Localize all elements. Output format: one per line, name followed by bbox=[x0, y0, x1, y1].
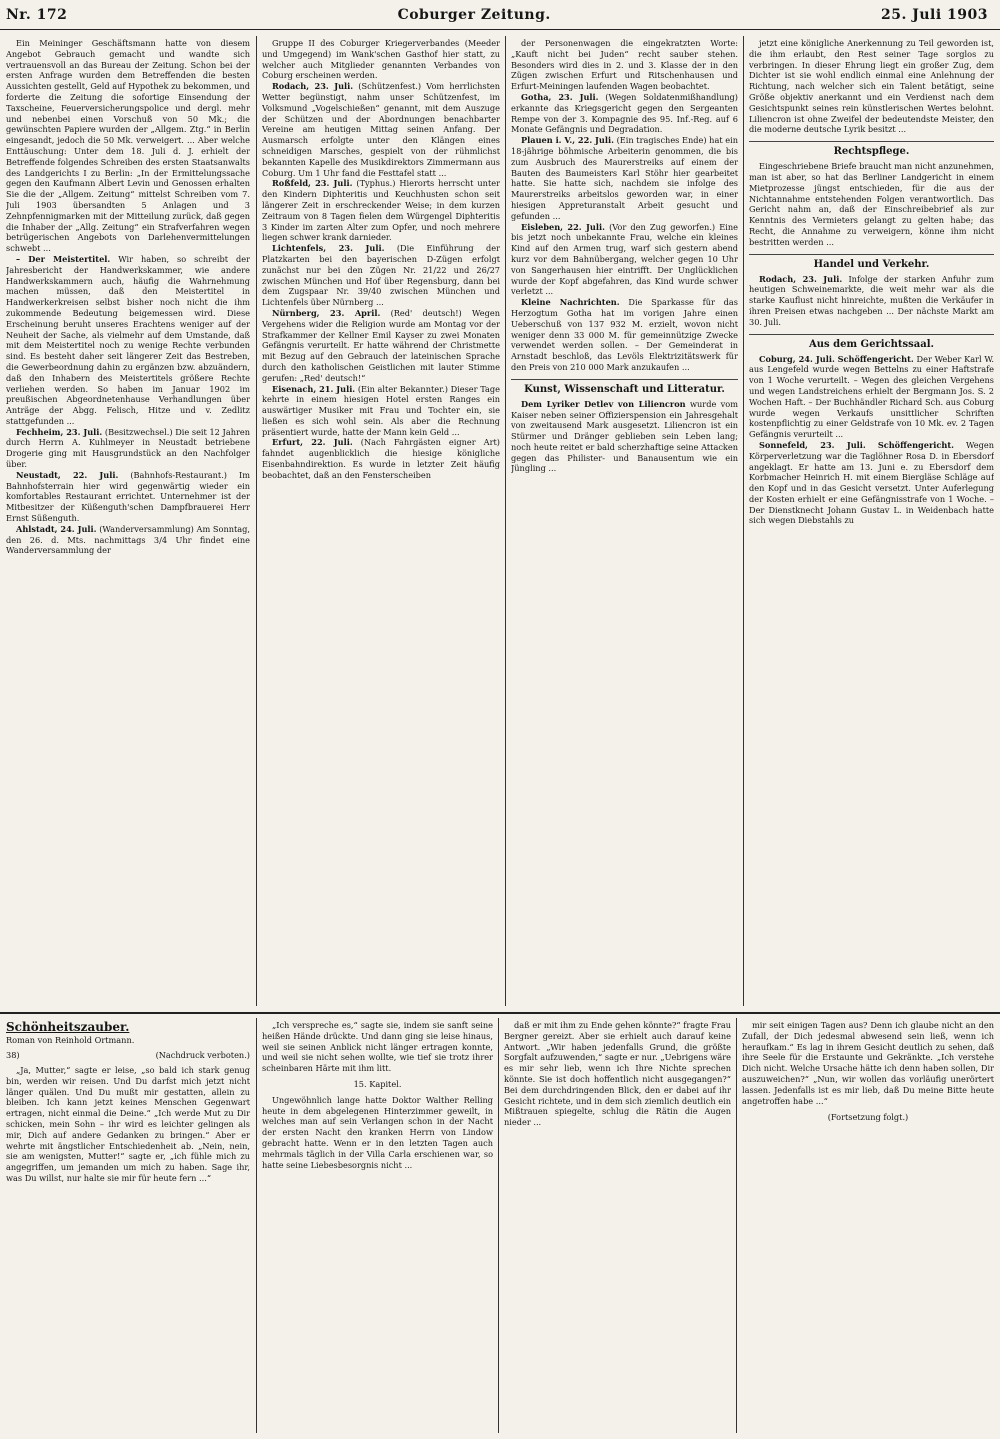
newspaper-title: Coburger Zeitung. bbox=[397, 6, 551, 23]
article-text: (Besitzwechsel.) Die seit 12 Jahren durch Herrn A. Kuhlmeyer in Neustadt betriebene Drogerie ging mit Hausgrundstück an den Nachfolger über. bbox=[6, 426, 250, 470]
column-3 bbox=[511, 38, 738, 1004]
article-text: Die Sparkasse für das Herzogtum Gotha hat im vorigen Jahre einen Ueberschuß von 137 932 M. erzielt, wovon nicht weniger denn 33 000 M. für gemeinnützige Zwecke verwendet werden sollen. – Der Gemeinderat in Arnstadt beschloß, das Levöls Elektrizitätswerk für den Preis von 210 000 Mark anzukaufen ... bbox=[511, 297, 738, 372]
article-text: (Bahnhofs-Restaurant.) Im Bahnhofsterrain hier wird gegenwärtig wieder ein komfortables Restaurant errichtet. Unternehmer ist der Mitbesitzer der Küßenguth'schen Dampfbrauerei Herr Ernst Süßenguth. bbox=[6, 469, 250, 524]
serial-text: Ungewöhnlich lange hatte Doktor Walther Relling heute in dem abgelegenen Hinterzimmer geweilt, in welches man auf sein Verlangen schon in der Nacht der ersten Nacht den kranken Herrn von Lindow gebracht hatte. Wenn er in den letzten Tagen auch mehrmals täglich in der Villa Carla erschienen war, so hatte seine Liebesbesorgnis nicht ... bbox=[262, 1094, 493, 1170]
article-title: Rodach, 23. Juli. bbox=[272, 81, 354, 92]
article-text: (Ein alter Bekannter.) Dieser Tage kehrte in einem hiesigen Hotel ersten Ranges ein auswärtiger Musiker mit Frau und Tochter ein, sie ließen es sich wohl sein. Als aber die Rechnung präsentiert wurde, hatte der Mann kein Geld ... bbox=[262, 383, 500, 437]
article-title: Dem Lyriker Detlev von Liliencron bbox=[521, 398, 686, 409]
article-title: Fechheim, 23. Juli. bbox=[16, 426, 103, 437]
article-title: Lichtenfels, 23. Juli. bbox=[272, 243, 385, 254]
article-title: Roßfeld, 23. Juli. bbox=[272, 178, 353, 189]
article-text: jetzt eine königliche Anerkennung zu Teil geworden ist, die ihm erlaubt, den Rest seiner Tage sorglos zu verbringen. In dieser Ehrung liegt ein großer Zug, dem Dichter ist sie wohl endlich einmal eine Anlehnung der Richtung, nach welcher sich ein Talent betätigt, seine Größe objektiv anerkannt und ein Verdienst nach dem Gesichtspunkt seines rein künstlerischen Wertes belohnt. Liliencron ist ohne Zweifel der bedeutendste Meister, den die moderne deutsche Lyrik besitzt ... bbox=[749, 38, 994, 135]
article-title: Ahlstadt, 24. Juli. bbox=[16, 523, 97, 534]
article-text: Der Weber Karl W. aus Lengefeld wurde wegen Bettelns zu einer Haftstrafe von 1 Woche verurteilt. – Wegen des gleichen Vergehens und wegen Landstreichens erhielt der Bergmann Jos. S. 2 Wochen Haft. – Der Buchhändler Richard Sch. aus Coburg wurde wegen Verkaufs unsittlicher Schriften kostenpflichtig zu einer Geldstrafe von 10 Mk. ev. 2 Tagen Gefängnis verurteilt ... bbox=[749, 353, 994, 440]
article-title: – Der Meistertitel. bbox=[16, 253, 111, 264]
column-1 bbox=[6, 38, 250, 1004]
column-2 bbox=[262, 38, 500, 1004]
chapter-heading: 15. Kapitel. bbox=[353, 1078, 402, 1089]
article-title: Sonnefeld, 23. Juli. bbox=[759, 439, 866, 450]
article-text: (Wegen Soldatenmißhandlung) erkannte das Kriegsgericht gegen den Sergeanten Rempe von der 3. Kompagnie des 95. Inf.-Reg. auf 6 Monate Gefängnis und Degradation. bbox=[511, 91, 738, 135]
article-text: (Ein tragisches Ende) hat ein 18-jährige böhmische Arbeiterin genommen, die bis zum Ausbruch des Maurerstreiks auf einem der Bauten des Baumeisters Karl Stöhr hier gearbeitet hatte. Sie hatte sich, nachdem sie infolge des Maurerstreiks arbeitslos geworden war, in einer hiesigen Appreturanstalt Arbeit gesucht und gefunden ... bbox=[511, 135, 738, 221]
article-title: Nürnberg, 23. April. bbox=[272, 307, 381, 318]
article-subtitle: Schöffengericht. bbox=[837, 353, 914, 364]
reprint-note: (Nachdruck verboten.) bbox=[155, 1050, 250, 1060]
article-text: (Wanderversammlung) Am Sonntag, den 26. d. Mts. nachmittags 3/4 Uhr findet eine Wanderversammlung der bbox=[6, 523, 250, 556]
article-text: (Typhus.) Hierorts herrscht unter den Kindern Diphteritis und Keuchhusten schon seit längerer Zeit in erschreckender Weise; in dem kurzen Zeitraum von 8 Tagen fielen dem Würgengel Diphteritis 3 Kinder im zarten Alter zum Opfer, und noch mehrere liegen schwer krank darnieder. bbox=[262, 178, 500, 243]
article-text: (Nach Fahrgästen eigner Art) fahndet augenblicklich die hiesige königliche Eisenbahndirektion. Es wurde in letzter Zeit häufig beobachtet, daß an den Fensterscheiben bbox=[262, 437, 500, 480]
section-heading: Kunst, Wissenschaft und Litteratur. bbox=[511, 379, 738, 396]
article-title: Gotha, 23. Juli. bbox=[521, 91, 599, 102]
article-title: Coburg, 24. Juli. bbox=[759, 353, 835, 364]
serial-column-1 bbox=[6, 1020, 250, 1432]
article-text: Gruppe II des Coburger Kriegerverbandes (Meeder und Umgegend) im Wank'schen Gasthof hier statt, zu welcher auch Mitglieder genannten Verbandes von Coburg erscheinen werden. bbox=[262, 38, 500, 81]
serial-text: „Ich verspreche es,“ sagte sie, indem sie sanft seine heißen Hände drückte. Und dann ging sie leise hinaus, weil sie seinen Anblick nicht länger ertragen konnte, und weil sie nicht sehen wollte, wie tief sie trotz ihrer scheinbaren Härte mit ihm litt. bbox=[262, 1020, 493, 1074]
article-title: Eisenach, 21. Juli. bbox=[272, 383, 356, 394]
serial-text: „Ja, Mutter,“ sagte er leise, „so bald ich stark genug bin, werden wir reisen. Und Du darfst mich jetzt nicht länger quälen. Und Du mußt mir gestatten, allein zu bleiben. Ich kann jetzt keines Menschen Gegenwart ertragen, nicht einmal die Deine.“ „Ich werde Mut zu Dir schicken, mein Sohn – ihr wird es leichter gelingen als mir, Dich auf andere Gedanken zu bringen.“ Aber er wehrte mit ängstlicher Entschiedenheit ab. „Nein, nein, sie am wenigsten, Mutter!“ sagte er, „ich fühle mich zu angegriffen, um jemanden um mich zu haben. Sage ihr, was Du willst, nur halte sie mir für heute fern ...“ bbox=[6, 1065, 250, 1183]
serial-column-3 bbox=[504, 1020, 731, 1432]
serial-column-4 bbox=[742, 1020, 994, 1432]
article-title: Neustadt, 22. Juli. bbox=[16, 469, 119, 480]
issue-number: Nr. 172 bbox=[6, 6, 68, 23]
article-text: (Vor den Zug geworfen.) Eine bis jetzt noch unbekannte Frau, welche ein kleines Kind auf den Armen trug, warf sich gestern abend kurz vor dem Bahnübergang, welcher gegen 10 Uhr von Sangerhausen hier eintrifft. Der Unglücklichen wurde der Kopf abgefahren, das Kind wurde schwer verletzt ... bbox=[511, 221, 738, 297]
article-text: (Red' deutsch!) Wegen Vergehens wider die Religion wurde am Montag vor der Strafkammer der Kellner Emil Kayser zu zwei Monaten Gefängnis verurteilt. Er hatte während der Christmette mit Bezug auf den Gebrauch der lateinischen Sprache durch den katholischen Geistlichen mit lauter Stimme gerufen: „Red' deutsch!“ bbox=[262, 307, 500, 383]
article-title: Kleine Nachrichten. bbox=[521, 297, 620, 308]
serial-text: daß er mit ihm zu Ende gehen könnte?“ fragte Frau Bergner gereizt. Aber sie erhielt auch darauf keine Antwort. „Wir haben jedenfalls Grund, die größte Sorgfalt aufzuwenden,“ sagte er nur. „Uebrigens wäre es mir sehr lieb, wenn ich Ihre Nichte sprechen könnte. Sie ist doch hoffentlich nicht ausgegangen?“ Bei dem durchdringenden Blick, den er dabei auf ihr Gesicht richtete, und in dem sich ziemlich deutlich ein Mißtrauen spiegelte, schlug die Rätin die Augen nieder ... bbox=[504, 1020, 731, 1128]
article-title: Plauen i. V., 22. Juli. bbox=[521, 135, 614, 146]
serial-subtitle: Roman von Reinhold Ortmann. bbox=[6, 1035, 135, 1045]
article-text: wurde vom Kaiser neben seiner Offizierspension ein Jahresgehalt von zweitausend Mark ausgesetzt. Liliencron ist ein Stürmer und Dränger geblieben sein Leben lang; noch heute reitet er bald scherzhaftige seine Attacken gegen das Philister- und Banausentum wie ein Jüngling ... bbox=[511, 398, 738, 474]
article-text: Wegen Körperverletzung war die Taglöhner Rosa D. in Ebersdorf angeklagt. Er hatte am 13. Juni e. zu Ebersdorf dem Korbmacher Heinrich H. mit einem Biergläse Schläge auf den Kopf und in das Gesicht versetzt. Unter Auferlegung der Kosten erhielt er eine Gefängnisstrafe von 1 Woche. – Der Dienstknecht Johann Gustav L. in Weidenbach hatte sich wegen Diebstahls zu bbox=[749, 439, 994, 526]
article-text: (Schützenfest.) Vom herrlichsten Wetter begünstigt, nahm unser Schützenfest, im Volksmund „Vogelschießen“ genannt, mit dem Auszuge der Schützen und der Abordnungen benachbarter Vereine am heutigen Mittag seinen Anfang. Der Ausmarsch erfolgte unter den Klängen eines schneidigen Marsches, gespielt von der rühmlichst bekannten Kapelle des Musikdirektors Zimmermann aus Coburg. Um 1 Uhr fand die Festtafel statt ... bbox=[262, 81, 500, 178]
continued-note: (Fortsetzung folgt.) bbox=[827, 1112, 909, 1123]
serial-meta bbox=[6, 1050, 250, 1061]
section-divider bbox=[0, 1012, 1000, 1014]
article-text: Eingeschriebene Briefe braucht man nicht anzunehmen, man ist aber, so hat das Berliner Landgericht in einem Mietprozesse jüngst entschieden, für die aus der Nichtannahme entstehenden Folgen verantwortlich. Das Gericht nahm an, daß der Einschreibebrief als zur Kenntnis des Vermieters gelangt zu gelten habe; das Recht, die Annahme zu verweigern, könne ihm nicht bestritten werden ... bbox=[749, 161, 994, 247]
article-title: Rodach, 23. Juli. bbox=[759, 273, 843, 284]
article-text: der Personenwagen die eingekratzten Worte: „Kauft nicht bei Juden“ recht sauber stehen. Besonders wird dies in 2. und 3. Klasse der in den Zügen zwischen Erfurt und Ritschenhausen und Erfurt-Meiningen laufenden Wagen beobachtet. bbox=[511, 38, 738, 92]
article-subtitle: Schöffengericht. bbox=[877, 439, 954, 450]
section-heading: Rechtspflege. bbox=[749, 141, 994, 158]
column-4 bbox=[749, 38, 994, 1004]
article-title: Eisleben, 22. Juli. bbox=[521, 221, 605, 232]
section-heading: Aus dem Gerichtssaal. bbox=[749, 334, 994, 351]
article-title: Erfurt, 22. Juli. bbox=[272, 437, 353, 448]
page-header bbox=[0, 0, 1000, 30]
section-heading: Handel und Verkehr. bbox=[749, 254, 994, 271]
article-text: Ein Meininger Geschäftsmann hatte von diesem Angebot Gebrauch gemacht und wandte sich vertrauensvoll an das Bureau der Zeitung. Schon bei der ersten Anfrage wurden dem Betreffenden die besten Aussichten gestellt, Geld auf Hypothek zu bekommen, und forderte die Zeitung die sofortige Einsendung der Taxscheine, Feuerversicherungspolice und dergl. mehr und nebenbei einen Vorschuß von 50 Mk.; die gewünschten Papiere wurden der „Allgem. Ztg.“ in Berlin eingesandt, jedoch die 50 Mk. verweigert. ... Aber welche Enttäuschung: Unter dem 18. Juli d. J. erhielt der Betreffende folgendes Schreiben des ersten Staatsanwalts des Landgerichts I zu Berlin: „In der Ermittelungssache gegen den Kaufmann Albert Levin und Genossen erhalten Sie die der „Allgem. Zeitung“ mittelst Schreiben vom 7. Juli 1903 übersandten 5 Anlagen und 3 Zehnpfennigmarken mit der Mitteilung zurück, daß gegen die Inhaber der „Allg. Zeitung“ ein Strafverfahren wegen betrügerischen Angebots von Darlehenvermittelungen schwebt ... bbox=[6, 38, 250, 254]
serial-title: Schönheitszauber. bbox=[6, 1020, 130, 1034]
serial-number: 38) bbox=[6, 1050, 20, 1060]
article-text: Infolge der starken Anfuhr zum heutigen Schweinemarkte, die weit mehr war als die starke Kauflust nicht hinreichte, mußten die Verkäufer in ihren Preisen etwas nachgeben ... Der nächste Markt am 30. Juli. bbox=[749, 273, 994, 327]
article-text: (Die Einführung der Platzkarten bei den bayerischen D-Zügen erfolgt zunächst nur bei den Zügen Nr. 21/22 und 26/27 zwischen München und Hof über Regensburg, dann bei dem Zugspaar Nr. 39/40 zwischen München und Lichtenfels über Nürnberg ... bbox=[262, 243, 500, 308]
serial-column-2 bbox=[262, 1020, 493, 1432]
issue-date: 25. Juli 1903 bbox=[880, 6, 988, 23]
article-text: Wir haben, so schreibt der Jahresbericht der Handwerkskammer, wie andere Handwerkskammern auch, häufig die Wahrnehmung machen müssen, daß den Meistertitel in Handwerkerkreisen selbst bisher noch nicht die ihm zukommende Bedeutung beigemessen wird. Diese Erscheinung beruht unseres Erachtens weniger auf der Neuheit der Sache, als vielmehr auf dem Umstande, daß mit dem Meistertitel noch zu wenige Rechte verbunden sind. Es besteht daher seit längerer Zeit das Bestreben, die Gewerbeordnung dahin zu ergänzen bzw. abzuändern, daß den Inhabern des Meistertitels größere Rechte verliehen werden. So haben im Januar 1902 im preußischen Abgeordnetenhause Verhandlungen über Anträge der Abgg. Felisch, Hitze und v. Zedlitz stattgefunden ... bbox=[6, 253, 250, 426]
serial-text: mir seit einigen Tagen aus? Denn ich glaube nicht an den Zufall, der Dich jedesmal abwesend sein ließ, wenn ich heraufkam.“ Es lag in ihrem Gesicht deutlich zu sehen, daß ihre Seele für die Erstaunte und Gekränkte. „Ich verstehe Dich nicht. Welche Ursache hätte ich denn haben sollen, Dir auszuweichen?“ „Nun, wir wollen das vorläufig unerörtert lassen. Jedenfalls ist es mir lieb, daß Du meine Bitte heute angetroffen habe ...“ bbox=[742, 1020, 994, 1106]
